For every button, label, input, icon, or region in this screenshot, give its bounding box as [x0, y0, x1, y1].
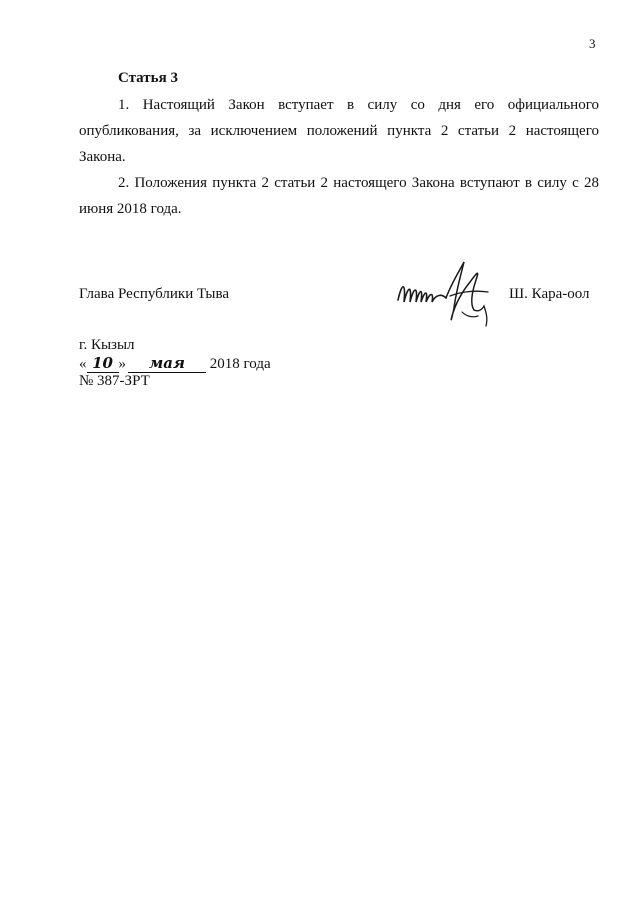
handwritten-signature	[390, 252, 500, 332]
signer-name: Ш. Кара-оол	[509, 286, 590, 302]
date-month: мая	[128, 354, 206, 373]
date-line	[79, 354, 271, 373]
signer-title: Глава Республики Тыва	[79, 286, 230, 302]
article-title: Статья 3	[118, 70, 178, 86]
place: г. Кызыл	[79, 337, 135, 353]
law-number: № 387-ЗРТ	[79, 373, 150, 389]
article-paragraph-1	[79, 92, 599, 170]
date-open-quote: «	[79, 356, 87, 372]
paragraph-2-text: 2. Положения пункта 2 статьи 2 настоящего Закона вступают в силу с 28 июня 2018 года.	[79, 175, 599, 217]
paragraph-1-text: 1. Настоящий Закон вступает в силу со дня его официального опубликования, за исключением положений пункта 2 статьи 2 настоящего Закона.	[79, 97, 599, 165]
date-close-quote: »	[118, 356, 126, 372]
date-day: 10	[87, 354, 119, 373]
page-number: 3	[589, 36, 596, 51]
date-year: 2018 года	[209, 356, 271, 372]
article-paragraph-2	[79, 170, 599, 222]
